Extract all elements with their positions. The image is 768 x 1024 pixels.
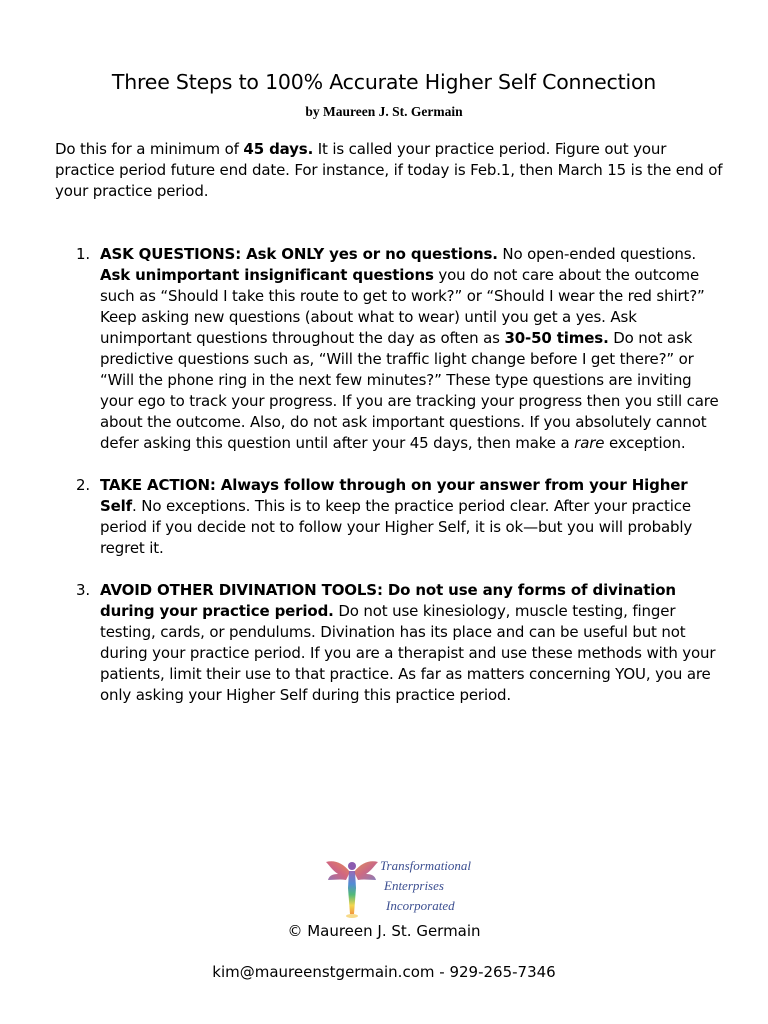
company-logo <box>322 854 487 920</box>
intro-text: It is called your practice period. Figure out your practice period future end date. For instance, if today is Feb.1, then March 15 is the end of your practice period. <box>55 140 723 200</box>
step-italic: rare <box>574 434 605 452</box>
step-text: Do not ask predictive questions such as, “Will the traffic light change before I get there?” or “Will the phone ring in the next few minutes?” These type questions are inviting your ego to track your progress. If you are tracking your progress then you still care about the outcome. Also, do not ask important questions. If you absolutely cannot defer asking this question until after your 45 days, then make a <box>100 329 719 452</box>
step-text: No open-ended questions. <box>497 245 697 263</box>
step-heading: TAKE ACTION: Always follow through on your answer from your Higher Self <box>100 476 688 515</box>
logo-text <box>380 856 471 916</box>
intro-emphasis: 45 days. <box>243 140 314 158</box>
step-item-1 <box>55 244 725 454</box>
step-number: 2. <box>76 476 91 494</box>
document-title: Three Steps to 100% Accurate Higher Self Connection <box>111 70 657 94</box>
step-emphasis: Ask unimportant insignificant questions <box>100 266 434 284</box>
step-heading: ASK QUESTIONS: Ask ONLY yes or no questions. <box>100 245 498 263</box>
copyright-notice: © Maureen J. St. Germain <box>287 922 481 940</box>
step-item-3 <box>55 580 725 706</box>
step-heading: AVOID OTHER DIVINATION TOOLS: Do not use any forms of divination during your practice period. <box>100 581 676 620</box>
step-item-2 <box>55 475 725 559</box>
step-emphasis: 30-50 times. <box>504 329 609 347</box>
author-byline: by Maureen J. St. Germain <box>305 104 463 119</box>
steps-list <box>55 244 725 727</box>
intro-paragraph <box>55 139 725 202</box>
logo-line: Enterprises <box>384 878 444 893</box>
step-text: exception. <box>604 434 686 452</box>
angel-logo-icon <box>322 854 382 920</box>
intro-text: Do this for a minimum of <box>55 140 244 158</box>
step-text: . No exceptions. This is to keep the practice period clear. After your practice period if you decide not to follow your Higher Self, it is ok—but you will probably regret it. <box>100 497 693 557</box>
step-text: you do not care about the outcome such as “Should I take this route to get to work?” or “Should I wear the red shirt?” Keep asking new questions (about what to wear) until you get a yes. Ask unimportant questions throughout the day as often as <box>100 266 705 347</box>
logo-line: Transformational <box>380 858 472 873</box>
step-number: 3. <box>76 581 91 599</box>
step-text: Do not use kinesiology, muscle testing, finger testing, cards, or pendulums. Divination has its place and can be useful but not during your practice period. If you are a therapist and use these methods with your patients, limit their use to that practice. As far as matters concerning YOU, you are only asking your Higher Self during this practice period. <box>100 602 716 704</box>
contact-info: kim@maureenstgermain.com - 929-265-7346 <box>212 963 556 981</box>
step-number: 1. <box>76 245 91 263</box>
logo-line: Incorporated <box>386 898 455 913</box>
